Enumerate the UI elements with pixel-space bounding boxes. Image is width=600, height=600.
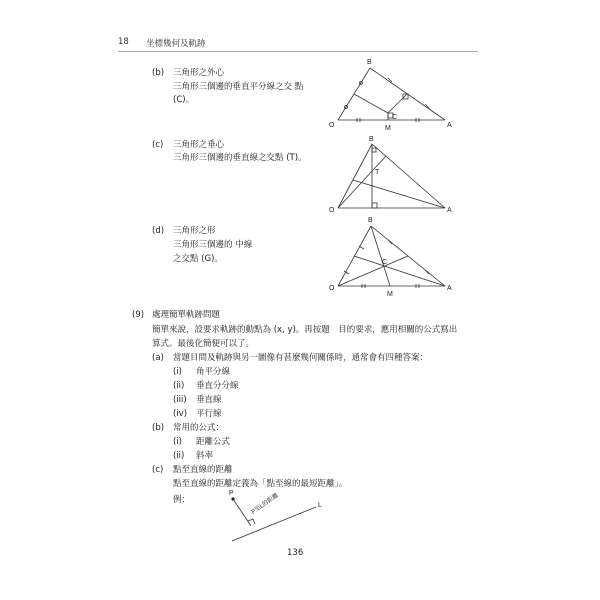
header-page-number: 18 (118, 37, 129, 47)
item9a-opt1-num: (i) (173, 367, 182, 377)
fig2-label-a: A (447, 207, 452, 214)
centroid-diagram (320, 216, 460, 296)
item9-label: (9) (132, 310, 145, 320)
fig2-label-b: B (369, 136, 374, 143)
section-b-title: 三角形之外心 (173, 68, 225, 78)
item9b-text: 常用的公式： (173, 423, 225, 433)
item9b-opt2-num: (ii) (173, 451, 185, 461)
item9b-label: (b) (152, 423, 165, 433)
item9c-label: (c) (152, 465, 164, 475)
item9b-opt1-num: (i) (173, 437, 182, 447)
item9a-text: 當題目問及軌跡與另一圖像有甚麼幾何關係時，通常會有四種答案： (173, 353, 429, 363)
point-line-distance-diagram (220, 485, 330, 550)
item9b-opt1-text: 距離公式 (196, 437, 231, 447)
item9a-opt4-num: (iv) (173, 409, 188, 419)
fig3-label-m: M (387, 291, 393, 298)
fig2-label-o: O (329, 207, 335, 214)
footer-page-number: 136 (287, 548, 304, 558)
item9b-opt2-text: 斜率 (196, 451, 214, 461)
item9c-definition: 點至直線的距離定義為「點至線的最短距離」。 (173, 479, 348, 489)
item9a-opt1-text: 角平分線 (196, 367, 231, 377)
fig1-label-c: C (392, 114, 398, 121)
item9a-opt4-text: 平行線 (196, 409, 222, 419)
section-d-title: 三角形之形 (173, 226, 216, 236)
section-b-desc-2: (C)。 (173, 95, 195, 105)
item9-para-1: 簡單來說，設要求軌跡的動點為 (x, y)。再按題 目的要求，應用相關的公式寫出 (152, 325, 458, 335)
fig4-label-p: P (229, 490, 234, 497)
fig3-label-a: A (447, 285, 452, 292)
header-book-title: 坐標幾何及軌跡 (146, 39, 206, 49)
point-p-dot (231, 497, 234, 500)
item9c-title: 點至直線的距離 (173, 465, 233, 475)
item9-title: 處理簡單軌跡問題 (152, 310, 221, 320)
header-rule (118, 51, 478, 52)
orthocenter-diagram (320, 138, 460, 218)
fig3-label-c: C (382, 259, 388, 266)
section-c-title: 三角形之垂心 (173, 140, 225, 150)
section-c-desc-1: 三角形三個邊的垂直線之交點 (T)。 (173, 153, 307, 163)
section-b-label: (b) (152, 68, 165, 78)
section-d-desc-1: 三角形三個邊的 中線 (173, 240, 253, 250)
section-b-desc-1: 三角形三個邊的垂直平分線之交 點 (173, 82, 304, 92)
section-d-desc-2: 之交點 (G)。 (173, 254, 223, 264)
fig4-label-l: L (318, 502, 322, 509)
item9-para-2: 算式。最後化簡便可以了。 (152, 339, 255, 349)
fig2-label-t: T (375, 169, 380, 176)
fig1-label-a: A (447, 122, 452, 129)
item9a-opt2-num: (ii) (173, 381, 185, 391)
fig1-label-o: O (329, 122, 335, 129)
section-c-label: (c) (152, 140, 164, 150)
item9c-example-label: 例： (173, 495, 191, 505)
circumcenter-diagram (320, 55, 460, 135)
fig4-distance-label: P至L的距離 (250, 492, 280, 516)
fig3-label-o: O (329, 285, 335, 292)
fig1-label-b: B (367, 59, 372, 66)
item9a-label: (a) (152, 353, 164, 363)
fig3-label-b: B (368, 217, 373, 224)
item9a-opt2-text: 垂直分分線 (196, 381, 239, 391)
item9a-opt3-num: (iii) (173, 395, 187, 405)
section-d-label: (d) (152, 226, 165, 236)
item9a-opt3-text: 垂直線 (196, 395, 222, 405)
fig1-label-m: M (385, 125, 391, 132)
